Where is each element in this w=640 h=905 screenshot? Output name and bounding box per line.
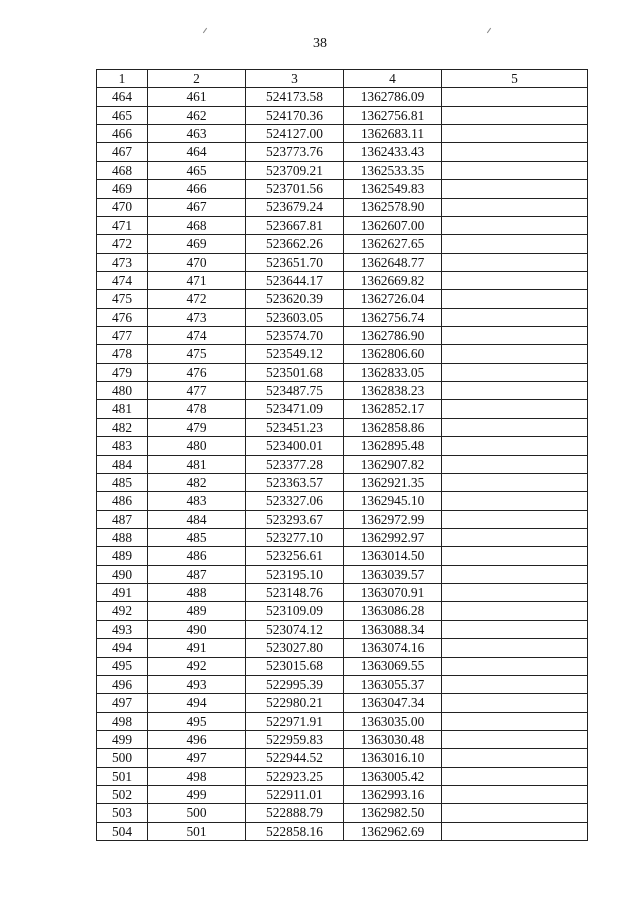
table-cell [442,620,588,638]
table-cell [442,694,588,712]
table-cell: 1363030.48 [344,730,442,748]
table-row [97,290,588,308]
table-cell: 490 [97,565,148,583]
table-cell: 1362578.90 [344,198,442,216]
table-cell: 1363016.10 [344,749,442,767]
table-cell: 1362533.35 [344,161,442,179]
column-header: 1 [97,70,148,88]
table-cell: 473 [148,308,246,326]
table-cell: 501 [97,767,148,785]
table-cell: 1362683.11 [344,125,442,143]
table-cell [442,363,588,381]
table-cell: 1362786.09 [344,88,442,106]
table-cell [442,198,588,216]
table-cell: 474 [148,327,246,345]
table-row [97,639,588,657]
table-cell: 523074.12 [246,620,344,638]
table-cell: 523667.81 [246,216,344,234]
table-cell: 523109.09 [246,602,344,620]
table-cell: 497 [148,749,246,767]
table-cell: 523603.05 [246,308,344,326]
table-row [97,620,588,638]
table-cell [442,712,588,730]
table-row [97,308,588,326]
table-cell: 522944.52 [246,749,344,767]
table-cell [442,345,588,363]
table-cell: 523574.70 [246,327,344,345]
table-cell [442,602,588,620]
table-cell [442,88,588,106]
table-cell: 523471.09 [246,400,344,418]
table-cell: 485 [97,473,148,491]
table-cell: 523195.10 [246,565,344,583]
table-cell: 494 [97,639,148,657]
table-cell [442,400,588,418]
table-cell: 522911.01 [246,786,344,804]
table-cell [442,528,588,546]
table-row [97,730,588,748]
table-cell: 466 [148,180,246,198]
table-cell [442,473,588,491]
table-cell: 494 [148,694,246,712]
table-cell: 522980.21 [246,694,344,712]
table-cell [442,180,588,198]
table-cell [442,308,588,326]
table-cell: 523662.26 [246,235,344,253]
table-cell: 482 [148,473,246,491]
table-cell [442,235,588,253]
table-cell: 491 [97,584,148,602]
table-cell [442,565,588,583]
table-cell: 483 [148,492,246,510]
table-cell: 472 [148,290,246,308]
table-row [97,400,588,418]
table-row [97,253,588,271]
table-row [97,180,588,198]
table-cell: 522888.79 [246,804,344,822]
table-cell: 523773.76 [246,143,344,161]
table-row [97,767,588,785]
table-row [97,363,588,381]
table-cell: 471 [97,216,148,234]
table-row [97,712,588,730]
table-row [97,675,588,693]
table-cell: 1362648.77 [344,253,442,271]
table-cell: 1363088.34 [344,620,442,638]
table-cell: 472 [97,235,148,253]
table-cell: 522858.16 [246,822,344,840]
table-cell: 523644.17 [246,271,344,289]
table-cell: 1362972.99 [344,510,442,528]
table-cell: 477 [148,382,246,400]
table-cell: 478 [97,345,148,363]
table-cell [442,271,588,289]
table-cell: 467 [148,198,246,216]
table-cell: 523293.67 [246,510,344,528]
table-cell: 1362756.74 [344,308,442,326]
table-cell: 523363.57 [246,473,344,491]
table-cell [442,216,588,234]
table-cell: 1362858.86 [344,418,442,436]
table-cell [442,455,588,473]
table-cell: 522995.39 [246,675,344,693]
table-cell [442,804,588,822]
table-cell: 479 [148,418,246,436]
table-cell: 502 [97,786,148,804]
table-cell: 1362895.48 [344,437,442,455]
table-cell: 483 [97,437,148,455]
table-cell: 461 [148,88,246,106]
table-cell [442,327,588,345]
table-cell: 487 [148,565,246,583]
table-cell: 469 [97,180,148,198]
table-row [97,418,588,436]
table-cell: 523549.12 [246,345,344,363]
table-cell: 523679.24 [246,198,344,216]
table-cell [442,382,588,400]
table-cell: 466 [97,125,148,143]
table-cell: 504 [97,822,148,840]
table-cell: 499 [148,786,246,804]
table-cell: 468 [148,216,246,234]
table-cell: 1363086.28 [344,602,442,620]
table-cell [442,492,588,510]
table-cell: 522923.25 [246,767,344,785]
table-row [97,786,588,804]
table-cell: 474 [97,271,148,289]
table-row [97,584,588,602]
column-header: 2 [148,70,246,88]
table-cell: 486 [97,492,148,510]
table-row [97,510,588,528]
table-cell: 1362993.16 [344,786,442,804]
table-cell: 522959.83 [246,730,344,748]
table-cell: 1363074.16 [344,639,442,657]
table-cell: 475 [148,345,246,363]
table-cell: 482 [97,418,148,436]
table-cell [442,437,588,455]
table-cell: 489 [97,547,148,565]
table-cell [442,584,588,602]
table-cell: 488 [97,528,148,546]
table-cell: 523701.56 [246,180,344,198]
table-cell: 481 [148,455,246,473]
table-cell: 1362982.50 [344,804,442,822]
table-cell: 463 [148,125,246,143]
table-cell: 478 [148,400,246,418]
table-cell: 523487.75 [246,382,344,400]
table-cell: 476 [97,308,148,326]
table-cell: 523620.39 [246,290,344,308]
table-cell: 485 [148,528,246,546]
table-cell: 523651.70 [246,253,344,271]
table-cell: 1363014.50 [344,547,442,565]
table-cell: 1363039.57 [344,565,442,583]
table-cell: 464 [97,88,148,106]
table-cell [442,143,588,161]
table-row [97,492,588,510]
table-row [97,235,588,253]
table-cell: 1363069.55 [344,657,442,675]
table-cell [442,675,588,693]
table-cell: 1362669.82 [344,271,442,289]
table-cell [442,657,588,675]
table-cell: 470 [148,253,246,271]
table-cell: 1362921.35 [344,473,442,491]
table-row [97,327,588,345]
table-row [97,602,588,620]
table-cell: 468 [97,161,148,179]
table-cell: 524173.58 [246,88,344,106]
table-cell: 465 [97,106,148,124]
table-row [97,528,588,546]
table-cell: 1362852.17 [344,400,442,418]
table-row [97,694,588,712]
table-row [97,437,588,455]
table-cell: 523015.68 [246,657,344,675]
table-row [97,657,588,675]
table-cell: 488 [148,584,246,602]
table-cell: 496 [148,730,246,748]
table-cell: 524127.00 [246,125,344,143]
table-cell: 493 [148,675,246,693]
column-header: 3 [246,70,344,88]
table-cell: 495 [97,657,148,675]
table-cell: 490 [148,620,246,638]
table-header-row [97,70,588,88]
table-cell: 495 [148,712,246,730]
table-cell: 484 [148,510,246,528]
table-cell: 496 [97,675,148,693]
scan-mark-left [203,28,207,33]
table-cell: 469 [148,235,246,253]
table-cell: 486 [148,547,246,565]
table-cell [442,786,588,804]
table-cell: 1362833.05 [344,363,442,381]
table-row [97,382,588,400]
table-cell: 523027.80 [246,639,344,657]
table-row [97,455,588,473]
table-cell: 1362433.43 [344,143,442,161]
table-cell: 1362627.65 [344,235,442,253]
table-cell: 464 [148,143,246,161]
table-cell: 523451.23 [246,418,344,436]
table-cell: 523256.61 [246,547,344,565]
table-cell [442,822,588,840]
table-row [97,125,588,143]
table-row [97,88,588,106]
table-cell: 479 [97,363,148,381]
table-cell: 498 [97,712,148,730]
table-body [97,88,588,841]
table-row [97,749,588,767]
table-row [97,198,588,216]
table-cell: 1362786.90 [344,327,442,345]
table-cell: 470 [97,198,148,216]
table-row [97,473,588,491]
table-cell [442,639,588,657]
table-cell: 1362726.04 [344,290,442,308]
table-cell [442,253,588,271]
table-row [97,106,588,124]
table-cell: 493 [97,620,148,638]
table-cell [442,161,588,179]
table-cell: 1362962.69 [344,822,442,840]
table-cell: 1362838.23 [344,382,442,400]
table-cell: 500 [97,749,148,767]
scan-mark-right [487,28,491,33]
table-cell: 477 [97,327,148,345]
table-cell: 523377.28 [246,455,344,473]
table-cell [442,510,588,528]
table-cell: 465 [148,161,246,179]
table-cell [442,547,588,565]
table-cell: 471 [148,271,246,289]
table-cell: 524170.36 [246,106,344,124]
column-header: 4 [344,70,442,88]
coordinates-table [96,69,588,841]
table-cell: 497 [97,694,148,712]
table-cell: 1362945.10 [344,492,442,510]
table-cell: 467 [97,143,148,161]
table-cell [442,106,588,124]
table-cell: 1363055.37 [344,675,442,693]
table-row [97,345,588,363]
table-cell: 1362907.82 [344,455,442,473]
table-cell: 523327.06 [246,492,344,510]
table-cell: 492 [148,657,246,675]
table-cell: 523277.10 [246,528,344,546]
table-cell: 1363047.34 [344,694,442,712]
table-cell: 480 [148,437,246,455]
table-cell: 1362992.97 [344,528,442,546]
table-cell: 491 [148,639,246,657]
table-cell [442,125,588,143]
table-cell: 492 [97,602,148,620]
table-cell: 1363005.42 [344,767,442,785]
table-cell [442,290,588,308]
table-cell: 487 [97,510,148,528]
table-cell: 523400.01 [246,437,344,455]
table-cell [442,749,588,767]
table-cell: 480 [97,382,148,400]
table-cell: 475 [97,290,148,308]
table-row [97,271,588,289]
table-cell [442,730,588,748]
table-row [97,804,588,822]
table-cell: 1362549.83 [344,180,442,198]
table-cell: 481 [97,400,148,418]
table-cell: 1363035.00 [344,712,442,730]
table-cell: 523709.21 [246,161,344,179]
table-cell: 462 [148,106,246,124]
table-cell: 476 [148,363,246,381]
page-number: 38 [313,36,327,51]
table-cell: 501 [148,822,246,840]
table-row [97,143,588,161]
table-cell: 473 [97,253,148,271]
table-cell [442,418,588,436]
table-cell: 1362607.00 [344,216,442,234]
table-row [97,565,588,583]
table-cell: 522971.91 [246,712,344,730]
table-cell: 523501.68 [246,363,344,381]
table-row [97,547,588,565]
table-cell: 1362806.60 [344,345,442,363]
table-row [97,216,588,234]
table-cell: 1362756.81 [344,106,442,124]
table-cell: 500 [148,804,246,822]
table-cell: 523148.76 [246,584,344,602]
table-cell [442,767,588,785]
table-cell: 484 [97,455,148,473]
table-row [97,822,588,840]
table-cell: 503 [97,804,148,822]
table-row [97,161,588,179]
column-header: 5 [442,70,588,88]
table-cell: 1363070.91 [344,584,442,602]
table-cell: 499 [97,730,148,748]
table-cell: 498 [148,767,246,785]
table-cell: 489 [148,602,246,620]
